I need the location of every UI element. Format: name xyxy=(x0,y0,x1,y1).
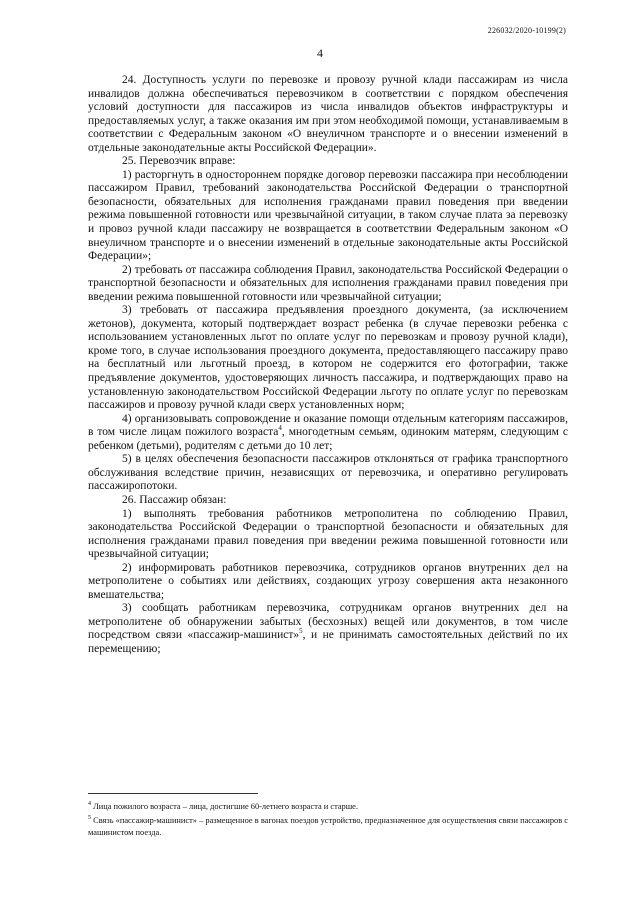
paragraph-text: , многодетным семьям, одиноким матерям, следующим с ребенком (детьми), родителям с детьми до 10 лет; xyxy=(88,426,569,452)
footnote-divider xyxy=(88,793,258,794)
footnotes xyxy=(88,801,568,839)
footnote-4 xyxy=(88,801,568,813)
paragraph-25-item-1: 1) расторгнуть в одностороннем порядке договор перевозки пассажира при несоблюдении пассажиром Правил, требований законодательства Российской Федерации о транспортной безопасности, обязательных для исполнения гражданами правил поведения при введении режима повышенной готовности или чрезвычайной ситуации, в таком случае плата за перевозку и провоз ручной клади пассажиру не возвращается в соответствии Федеральным законом «О внеуличном транспорте и о внесении изменений в отдельные законодательные акты Российской Федерации»; xyxy=(88,168,568,263)
paragraph-26-item-1: 1) выполнять требования работников метрополитена по соблюдению Правил, законодательства Российской Федерации о транспортной безопасности и обязательных для исполнения гражданами правил поведения при введении режима повышенной готовности или чрезвычайной ситуации; xyxy=(88,507,568,561)
footnote-number: 4 xyxy=(88,801,91,808)
paragraph-25-item-2: 2) требовать от пассажира соблюдения Правил, законодательства Российской Федерации о транспортной безопасности и обязательных для исполнения гражданами правил поведения при введении режима повышенной готовности или чрезвычайной ситуации; xyxy=(88,263,568,303)
paragraph-24: 24. Доступность услуги по перевозке и провозу ручной клади пассажирам из числа инвалидов должна обеспечиваться перевозчиком в соответствии с порядком обеспечения условий доступности для пассажиров из числа инвалидов объектов инфраструктуры и предоставляемых услуг, а также оказания им при этом необходимой помощи, устанавливаемым в соответствии с Федеральным законом «О внеуличном транспорте и о внесении изменений в отдельные законодательные акты Российской Федерации». xyxy=(88,74,568,154)
paragraph-text: 3) сообщать работникам перевозчика, сотрудникам органов внутренних дел на метрополитене об обнаружении забытых (бесхозных) вещей или документов, в том числе посредством связи «пассажир-машинист» xyxy=(88,602,568,642)
paragraph-26-item-2: 2) информировать работников перевозчика, сотрудников органов внутренних дел на метрополитене о событиях или действиях, создающих угрозу совершения акта незаконного вмешательства; xyxy=(88,561,568,601)
footnote-ref-4: 4 xyxy=(278,424,282,433)
paragraph-25-item-5: 5) в целях обеспечения безопасности пассажиров отклоняться от графика транспортного обслуживания вследствие причин, независящих от перевозчика, и оперативно регулировать пассажиропотоки. xyxy=(88,453,568,493)
footnote-text: Связь «пассажир-машинист» – размещенное в вагонах поездов устройство, предназначенное для осуществления связи пассажиров с машинистом поезда. xyxy=(88,816,568,837)
paragraph-25-item-3: 3) требовать от пассажира предъявления проездного документа, (за исключением жетонов), документа, который подтверждает возраст ребенка (в случае перевозки ребенка с использованием установленных льгот по оплате услуг по перевозкам и провозу ручной клади), кроме того, в случае использования проездного документа, предоставляющего пассажиру право на бесплатный или льготный проезд, в котором не содержится его фотографии, также предъявление документов, удостоверяющих личность пассажира, и подтверждающих право на установленную законодательством Российской Федерации льготу по оплате услуг по перевозкам пассажиров и провозу ручной клади сверх установленных норм; xyxy=(88,304,568,412)
paragraph-26-heading: 26. Пассажир обязан: xyxy=(122,493,227,506)
paragraph-text: 4) организовывать сопровождение и оказание помощи отдельным категориям пассажиров, в том числе лицам пожилого возраста xyxy=(88,412,568,439)
footnote-text: Лица пожилого возраста – лица, достигшие 60-летнего возраста и старше. xyxy=(91,802,358,811)
footnote-5 xyxy=(88,815,568,839)
footnote-number: 5 xyxy=(88,815,91,822)
document-body xyxy=(88,74,568,657)
paragraph-text: , и не принимать самостоятельных действий по их перемещению; xyxy=(88,629,568,655)
page-number: 4 xyxy=(317,46,323,60)
document-number: 226032/2020-10199(2) xyxy=(487,26,566,35)
paragraph-25-heading: 25. Перевозчик вправе: xyxy=(122,155,236,168)
footnote-ref-5: 5 xyxy=(299,627,303,636)
paragraph-26-item-3 xyxy=(88,602,568,656)
paragraph-25-item-4 xyxy=(88,413,568,454)
